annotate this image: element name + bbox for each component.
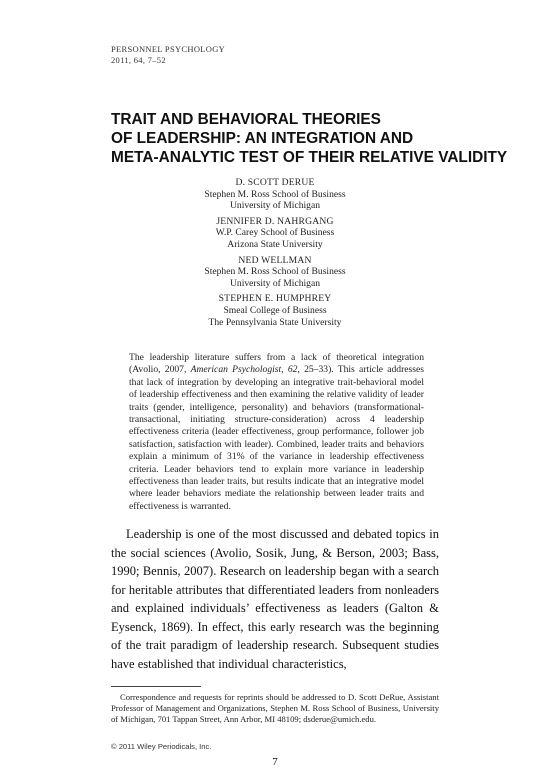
copyright-notice: © 2011 Wiley Periodicals, Inc. [111,742,212,751]
author-affiliation: Arizona State University [227,238,323,250]
title-line: TRAIT AND BEHAVIORAL THEORIES [111,111,381,128]
footnote-divider [111,686,201,687]
author-affiliation: University of Michigan [229,277,321,289]
title-line: META-ANALYTIC TEST OF THEIR RELATIVE VALIDITY [111,149,508,166]
title-line: OF LEADERSHIP: AN INTEGRATION AND [111,130,414,147]
author-block [111,216,439,251]
journal-name: PERSONNEL PSYCHOLOGY [111,44,226,54]
abstract-text: , [281,364,288,376]
author-affiliation: The Pennsylvania State University [208,316,342,328]
author-name: JENNIFER D. NAHRGANG [216,215,334,227]
author-affiliation: Stephen M. Ross School of Business [204,266,346,278]
footnote-text: Correspondence and requests for reprints should be addressed to D. Scott DeRue, Assistant Professor of Management and Organizations, Stephen M. Ross School of Business, University of Michigan, 701 Tappan Street, Ann Arbor, MI 48109; dsderue@umich.edu. [111,692,439,724]
abstract-journal-title: American Psychologist [190,364,282,376]
author-name: STEPHEN E. HUMPHREY [218,293,332,305]
author-affiliation: University of Michigan [229,200,321,212]
body-paragraph: Leadership is one of the most discussed and debated topics in the social sciences (Avolio, Sosik, Jung, & Berson, 2003; Bass, 1990; Bennis, 2007). Research on leadership began with a search for heritable attributes that differentiated leaders from nonleaders and explained individuals’ effectiveness as leaders (Galton & Eysenck, 1869). In effect, this early research was the beginning of the trait paradigm of leadership research. Subsequent studies have established that individual characteristics, [111,527,439,671]
author-block [111,177,439,212]
abstract-text: The leadership literature suffers from a lack of theoretical integration (Avolio, 2007, [129,352,424,376]
author-affiliation: W.P. Carey School of Business [215,227,335,239]
author-affiliation: Smeal College of Business [223,304,327,316]
journal-citation: 2011, 64, 7–52 [111,55,166,65]
author-name: D. SCOTT DERUE [235,177,315,188]
body-text [111,525,439,673]
author-list [111,177,439,332]
page-number: 7 [272,756,278,768]
author-block [111,293,439,328]
author-name: NED WELLMAN [238,254,312,266]
abstract-volume: 62 [287,364,298,376]
author-affiliation: Stephen M. Ross School of Business [204,188,346,200]
author-block [111,255,439,290]
abstract-text: , 25–33). This article addresses that lack of integration by developing an integrative trait-behavioral model of leadership effectiveness and then examining the relative validity of leader traits (gender, intelligence, personality) and behaviors (transformational-transactional, initiating structure-consideration) across 4 leadership effectiveness criteria (leader effectiveness, group performance, follower job satisfaction, satisfaction with leader). Combined, leader traits and behaviors explain a minimum of 31% of the variance in leadership effectiveness criteria. Leader behaviors tend to explain more variance in leadership effectiveness than leader traits, but results indicate that an integrative model where leader behaviors mediate the relationship between leader traits and effectiveness is warranted. [129,364,425,512]
abstract [129,352,424,513]
article-title [111,110,508,167]
footnote [111,692,439,725]
journal-header [111,44,225,66]
